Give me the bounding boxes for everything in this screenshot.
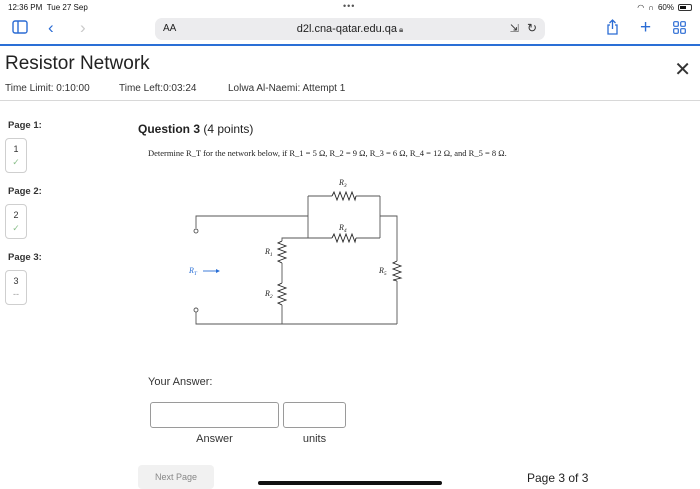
lock-icon: 🔒︎ — [399, 25, 404, 34]
next-page-button[interactable]: Next Page — [138, 465, 214, 489]
question-heading: Question 3 (4 points) — [138, 122, 254, 136]
close-icon[interactable]: ✕ — [674, 59, 691, 81]
units-input[interactable] — [283, 402, 346, 428]
page-1-number: 1 — [13, 144, 19, 154]
check-icon: ✓ — [12, 223, 20, 233]
resistor-r2 — [278, 283, 286, 305]
question-text: Determine R_T for the network below, if R_1 = 5 Ω, R_2 = 9 Ω, R_3 = 6 Ω, R_4 = 12 Ω, and R_5 = 8 Ω. — [148, 148, 507, 158]
wifi-icon: ◠ — [637, 3, 645, 12]
home-indicator[interactable] — [258, 481, 442, 485]
label-r3: $R_3$ — [339, 178, 347, 189]
reload-icon[interactable]: ↻ — [526, 21, 537, 35]
page-3-number: 3 — [13, 276, 19, 286]
rt-arrow — [203, 269, 220, 273]
terminal-a — [194, 229, 198, 233]
label-rt: $R_T$ — [189, 266, 197, 277]
label-r2: $R_2$ — [265, 289, 273, 300]
reader-icon[interactable]: ⇲ — [509, 23, 519, 35]
check-icon: ✓ — [12, 157, 20, 167]
terminal-b — [194, 308, 198, 312]
label-r1: $R_1$ — [265, 247, 273, 258]
accent-divider — [0, 44, 700, 46]
page-3-label: Page 3: — [8, 252, 42, 263]
battery-icon — [678, 4, 692, 11]
sidebar-icon[interactable] — [12, 20, 28, 37]
address-bar[interactable] — [155, 18, 545, 40]
header-divider — [0, 100, 700, 101]
page-1-button[interactable] — [5, 138, 27, 173]
time-left: Time Left:0:03:24 — [119, 83, 197, 94]
resistor-r4 — [332, 234, 356, 242]
resistor-network-diagram — [185, 176, 415, 331]
multitask-dots[interactable]: ••• — [343, 1, 356, 11]
headphones-icon: ∩ — [648, 3, 654, 12]
attempt-info: Lolwa Al-Naemi: Attempt 1 — [228, 83, 346, 94]
status-right — [637, 3, 692, 12]
page-3-button[interactable] — [5, 270, 27, 305]
page-2-label: Page 2: — [8, 186, 42, 197]
unanswered-indicator: -- — [13, 289, 19, 299]
resistor-r1 — [278, 241, 286, 263]
quiz-title: Resistor Network — [5, 53, 150, 74]
label-r5: $R_5$ — [379, 266, 387, 277]
page-2-number: 2 — [13, 210, 19, 220]
resistor-r3 — [332, 192, 356, 200]
page-1-label: Page 1: — [8, 120, 42, 131]
tabs-icon[interactable] — [673, 20, 686, 37]
battery-percent: 60% — [657, 3, 674, 12]
page-2-button[interactable] — [5, 204, 27, 239]
share-icon[interactable] — [606, 19, 619, 38]
your-answer-label: Your Answer: — [148, 376, 213, 388]
label-r4: $R_4$ — [339, 223, 347, 234]
resistor-r5 — [393, 261, 401, 281]
back-icon[interactable]: ‹ — [48, 18, 54, 37]
answer-caption: Answer — [196, 433, 233, 445]
browser-toolbar — [0, 14, 700, 44]
answer-input[interactable] — [150, 402, 279, 428]
units-caption: units — [302, 433, 327, 445]
new-tab-icon[interactable]: + — [640, 17, 652, 38]
status-bar — [0, 0, 700, 14]
forward-icon[interactable]: › — [80, 18, 86, 37]
url-text: d2l.cna-qatar.edu.qa 🔒︎ — [296, 23, 404, 35]
time-limit: Time Limit: 0:10:00 — [5, 83, 90, 94]
text-size-button[interactable]: AA — [163, 23, 177, 34]
status-time: 12:36 PM Tue 27 Sep — [8, 3, 88, 12]
page-indicator: Page 3 of 3 — [527, 471, 589, 485]
